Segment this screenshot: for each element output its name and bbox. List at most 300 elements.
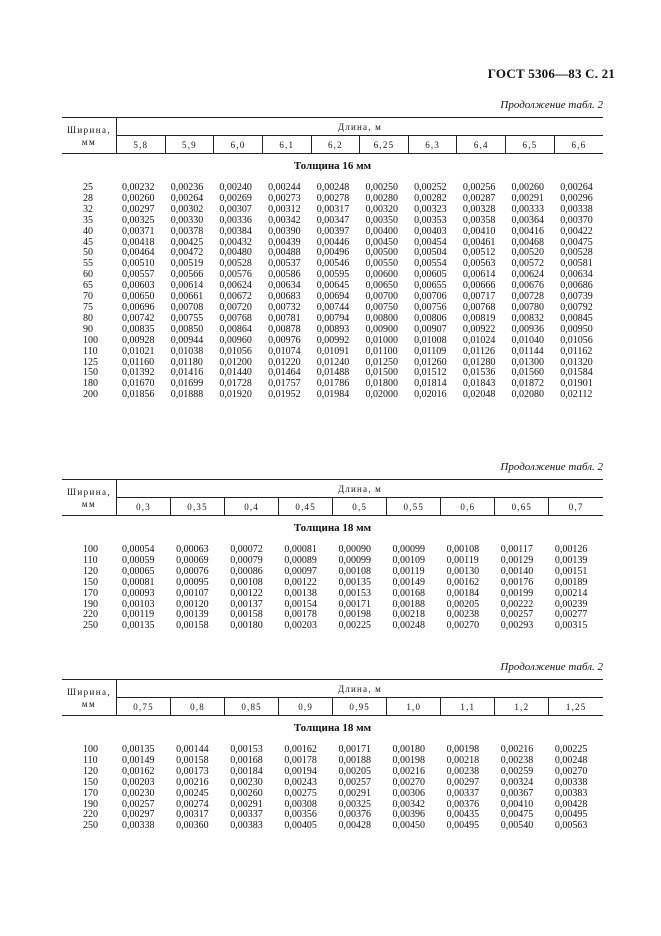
- width-cell: 110: [83, 554, 98, 566]
- value-cell: 0,00173: [176, 765, 209, 777]
- length-value-header: 0,75: [117, 698, 171, 716]
- value-cell: 0,00270: [554, 765, 588, 777]
- value-cell: 0,00732: [268, 301, 301, 313]
- thickness-title: Толщина 18 мм: [293, 522, 372, 534]
- length-value-header: 6,25: [360, 136, 409, 154]
- value-cell: 0,00806: [414, 312, 447, 324]
- value-cell: 0,00586: [268, 269, 301, 281]
- value-cell: 0,00194: [284, 765, 317, 777]
- value-cell: 0,00367: [500, 787, 534, 799]
- width-cell: 150: [83, 367, 98, 379]
- value-cell: 0,01144: [511, 345, 544, 357]
- width-cell: 120: [83, 765, 98, 777]
- value-cell: 0,00325: [338, 798, 371, 810]
- value-cell: 0,00472: [170, 247, 204, 259]
- value-cell: 0,00338: [554, 776, 588, 788]
- width-cell: 100: [83, 334, 98, 346]
- width-cell: 120: [83, 565, 98, 577]
- value-cell: 0,00403: [414, 225, 447, 237]
- value-cell: 0,00119: [392, 565, 425, 577]
- value-cell: 0,00700: [365, 291, 398, 303]
- table-header: [62, 679, 603, 716]
- value-cell: 0,00528: [219, 258, 252, 270]
- value-cell: 0,00755: [170, 312, 204, 324]
- value-cell: 0,00358: [462, 214, 496, 226]
- length-value-header: 0,8: [171, 698, 225, 716]
- value-cell: 0,00624: [511, 269, 544, 281]
- value-cell: 0,02048: [462, 389, 496, 401]
- width-cell: 200: [83, 389, 98, 401]
- value-cell: 0,00218: [392, 609, 426, 621]
- width-cell: 32: [83, 203, 93, 215]
- value-cell: 0,00576: [219, 269, 252, 281]
- value-cell: 0,00287: [462, 192, 496, 204]
- value-cell: 0,01250: [365, 356, 398, 368]
- value-cell: 0,00418: [122, 236, 155, 248]
- value-cell: 0,00130: [446, 565, 480, 577]
- value-cell: 0,00171: [338, 744, 371, 755]
- value-cell: 0,00634: [560, 269, 593, 281]
- value-cell: 0,00158: [230, 609, 263, 621]
- width-column-header: [62, 118, 117, 154]
- value-cell: 0,00950: [560, 323, 593, 335]
- value-cell: 0,00257: [122, 798, 155, 810]
- value-cell: 0,01800: [365, 378, 398, 390]
- value-cell: 0,00137: [230, 598, 263, 610]
- value-cell: 0,00095: [176, 576, 209, 588]
- value-cell: 0,00496: [316, 247, 350, 259]
- value-cell: 0,01901: [560, 378, 593, 390]
- value-cell: 0,00397: [316, 225, 350, 237]
- value-cell: 0,00180: [230, 620, 263, 632]
- value-cell: 0,01056: [219, 345, 252, 357]
- length-value-header: 0,5: [333, 498, 387, 516]
- value-cell: 0,00225: [554, 744, 588, 755]
- length-value-header: 0,95: [333, 698, 387, 716]
- value-cell: 0,00162: [446, 576, 480, 588]
- value-cell: 0,01180: [170, 356, 203, 368]
- value-cell: 0,00450: [365, 236, 398, 248]
- value-cell: 0,00907: [414, 323, 447, 335]
- value-cell: 0,01888: [170, 389, 204, 401]
- value-cell: 0,00744: [316, 301, 350, 313]
- value-cell: 0,00153: [338, 587, 371, 599]
- value-cell: 0,01162: [560, 345, 593, 357]
- value-cell: 0,02080: [511, 389, 544, 401]
- value-cell: 0,00936: [511, 323, 544, 335]
- value-cell: 0,00320: [365, 203, 398, 215]
- table-row: [62, 589, 603, 600]
- value-cell: 0,01814: [414, 378, 447, 390]
- width-cell: 125: [83, 356, 98, 368]
- value-cell: 0,01074: [268, 345, 301, 357]
- value-cell: 0,00198: [392, 754, 426, 766]
- value-cell: 0,00317: [176, 809, 209, 821]
- value-cell: 0,00081: [122, 576, 155, 588]
- value-cell: 0,01984: [316, 389, 350, 401]
- value-cell: 0,00550: [365, 258, 398, 270]
- value-cell: 0,00595: [316, 269, 350, 281]
- value-cell: 0,00270: [392, 776, 426, 788]
- length-value-header: 0,7: [549, 498, 603, 516]
- value-cell: 0,00180: [392, 744, 426, 755]
- value-cell: 0,00475: [560, 236, 593, 248]
- value-cell: 0,00308: [284, 798, 317, 810]
- value-cell: 0,00338: [560, 203, 593, 215]
- value-cell: 0,00360: [176, 820, 209, 832]
- length-value-header: 5,9: [165, 136, 214, 154]
- value-cell: 0,00296: [560, 192, 593, 204]
- value-cell: 0,00063: [176, 544, 209, 555]
- value-cell: 0,00218: [446, 754, 480, 766]
- value-cell: 0,00428: [338, 820, 371, 832]
- value-cell: 0,02112: [560, 389, 593, 401]
- length-value-header: 6,5: [506, 136, 555, 154]
- value-cell: 0,00600: [365, 269, 398, 281]
- value-cell: 0,00135: [338, 576, 371, 588]
- value-cell: 0,00270: [446, 620, 480, 632]
- value-cell: 0,00238: [500, 754, 534, 766]
- value-cell: 0,00371: [122, 225, 155, 237]
- value-cell: 0,00248: [392, 620, 426, 632]
- length-value-header: 0,4: [225, 498, 279, 516]
- value-cell: 0,00792: [560, 301, 593, 313]
- value-cell: 0,01843: [462, 378, 496, 390]
- value-cell: 0,00236: [170, 182, 204, 193]
- value-cell: 0,01584: [560, 367, 593, 379]
- value-cell: 0,00634: [268, 280, 301, 292]
- value-cell: 0,00126: [554, 544, 588, 555]
- value-cell: 0,00333: [511, 203, 544, 215]
- value-cell: 0,00330: [170, 214, 204, 226]
- value-cell: 0,00081: [284, 544, 317, 555]
- value-cell: 0,00432: [219, 236, 252, 248]
- value-cell: 0,00144: [176, 744, 209, 755]
- value-cell: 0,00768: [219, 312, 252, 324]
- value-cell: 0,00259: [500, 765, 534, 777]
- width-cell: 28: [83, 192, 93, 204]
- length-value-header: 1,2: [495, 698, 549, 716]
- table-row: [62, 778, 603, 789]
- value-cell: 0,01500: [365, 367, 398, 379]
- value-cell: 0,00291: [338, 787, 371, 799]
- value-cell: 0,00324: [500, 776, 534, 788]
- value-cell: 0,00188: [392, 598, 426, 610]
- length-value-header: 0,35: [171, 498, 225, 516]
- value-cell: 0,00225: [338, 620, 371, 632]
- value-cell: 0,00069: [176, 554, 209, 566]
- value-cell: 0,00495: [446, 820, 480, 832]
- value-cell: 0,00248: [554, 754, 588, 766]
- value-cell: 0,01280: [462, 356, 496, 368]
- value-cell: 0,00992: [316, 334, 350, 346]
- value-cell: 0,01200: [219, 356, 252, 368]
- length-value-header: 1,0: [387, 698, 441, 716]
- width-cell: 250: [83, 820, 98, 832]
- table-header: [62, 117, 603, 154]
- width-cell: 110: [83, 754, 98, 766]
- value-cell: 0,00119: [122, 609, 155, 621]
- value-cell: 0,00405: [284, 820, 317, 832]
- value-cell: 0,00520: [511, 247, 544, 259]
- value-cell: 0,01786: [316, 378, 350, 390]
- value-cell: 0,00720: [219, 301, 252, 313]
- width-cell: 40: [83, 225, 93, 237]
- length-value-header: 1,25: [549, 698, 603, 716]
- value-cell: 0,00275: [284, 787, 317, 799]
- value-cell: 0,01440: [219, 367, 252, 379]
- value-cell: 0,02000: [365, 389, 398, 401]
- value-cell: 0,00500: [365, 247, 398, 259]
- width-cell: 50: [83, 247, 93, 259]
- value-cell: 0,00450: [392, 820, 426, 832]
- table-row: [62, 227, 603, 238]
- value-cell: 0,00390: [268, 225, 301, 237]
- width-header-label: Ширина,: [66, 124, 112, 135]
- value-cell: 0,00154: [284, 598, 317, 610]
- length-header: Длина, м: [117, 680, 604, 698]
- value-cell: 0,00439: [268, 236, 301, 248]
- length-value-header: 0,3: [117, 498, 171, 516]
- value-cell: 0,00655: [414, 280, 447, 292]
- value-cell: 0,01038: [170, 345, 204, 357]
- value-cell: 0,01560: [511, 367, 544, 379]
- value-cell: 0,00072: [230, 544, 263, 555]
- value-cell: 0,01240: [316, 356, 350, 368]
- value-cell: 0,00557: [122, 269, 155, 281]
- continuation-label-3: Продолжение табл. 2: [500, 661, 603, 673]
- value-cell: 0,00350: [365, 214, 398, 226]
- value-cell: 0,00198: [338, 609, 371, 621]
- value-cell: 0,00122: [230, 587, 263, 599]
- value-cell: 0,00140: [500, 565, 534, 577]
- width-column-header: [62, 480, 117, 516]
- width-cell: 75: [83, 301, 93, 313]
- value-cell: 0,00238: [446, 609, 480, 621]
- value-cell: 0,00239: [554, 598, 588, 610]
- value-cell: 0,00416: [511, 225, 544, 237]
- value-cell: 0,00162: [284, 744, 317, 755]
- value-cell: 0,00297: [446, 776, 480, 788]
- value-cell: 0,00158: [176, 754, 209, 766]
- thickness-title: Толщина 16 мм: [293, 160, 372, 172]
- value-cell: 0,00835: [122, 323, 155, 335]
- value-cell: 0,01920: [219, 389, 252, 401]
- value-cell: 0,00780: [511, 301, 544, 313]
- value-cell: 0,00260: [511, 182, 544, 193]
- value-cell: 0,00446: [316, 236, 350, 248]
- value-cell: 0,00274: [176, 798, 209, 810]
- value-cell: 0,00864: [219, 323, 252, 335]
- value-cell: 0,00356: [284, 809, 317, 821]
- value-cell: 0,01008: [414, 334, 447, 346]
- value-cell: 0,00054: [122, 544, 155, 555]
- value-cell: 0,00149: [122, 754, 155, 766]
- value-cell: 0,01872: [511, 378, 544, 390]
- value-cell: 0,00683: [268, 291, 301, 303]
- value-cell: 0,00717: [462, 291, 496, 303]
- value-cell: 0,00614: [170, 280, 204, 292]
- table-1: [62, 117, 603, 401]
- value-cell: 0,00065: [122, 565, 155, 577]
- value-cell: 0,00850: [170, 323, 204, 335]
- width-cell: 60: [83, 269, 93, 281]
- length-header: Длина, м: [117, 118, 604, 136]
- length-value-header: 1,1: [441, 698, 495, 716]
- value-cell: 0,00257: [338, 776, 371, 788]
- length-value-header: 6,2: [311, 136, 360, 154]
- value-cell: 0,00278: [316, 192, 350, 204]
- width-header-unit: мм: [81, 498, 97, 509]
- value-cell: 0,01260: [414, 356, 447, 368]
- value-cell: 0,00624: [219, 280, 252, 292]
- value-cell: 0,01670: [122, 378, 155, 390]
- value-cell: 0,00138: [284, 587, 317, 599]
- value-cell: 0,00178: [284, 754, 317, 766]
- width-cell: 90: [83, 323, 93, 335]
- value-cell: 0,01392: [122, 367, 155, 379]
- value-cell: 0,00475: [500, 809, 534, 821]
- value-cell: 0,00976: [268, 334, 301, 346]
- value-cell: 0,00277: [554, 609, 588, 621]
- width-cell: 190: [83, 798, 98, 810]
- value-cell: 0,00139: [176, 609, 209, 621]
- value-cell: 0,00845: [560, 312, 593, 324]
- width-cell: 70: [83, 291, 93, 303]
- length-value-header: 0,6: [441, 498, 495, 516]
- value-cell: 0,00878: [268, 323, 301, 335]
- value-cell: 0,01536: [462, 367, 496, 379]
- thickness-title: Толщина 18 мм: [293, 722, 372, 734]
- value-cell: 0,00176: [500, 576, 534, 588]
- value-cell: 0,00135: [122, 620, 155, 632]
- table-row: [62, 578, 603, 589]
- width-cell: 25: [83, 182, 93, 193]
- value-cell: 0,00205: [338, 765, 371, 777]
- value-cell: 0,00694: [316, 291, 350, 303]
- value-cell: 0,00928: [122, 334, 155, 346]
- value-cell: 0,00794: [316, 312, 350, 324]
- value-cell: 0,00383: [554, 787, 588, 799]
- value-cell: 0,00293: [500, 620, 534, 632]
- value-cell: 0,00347: [316, 214, 350, 226]
- value-cell: 0,00537: [268, 258, 301, 270]
- table-3: [62, 679, 603, 832]
- value-cell: 0,00107: [176, 587, 209, 599]
- value-cell: 0,00422: [560, 225, 593, 237]
- value-cell: 0,01320: [560, 356, 593, 368]
- value-cell: 0,00428: [554, 798, 588, 810]
- value-cell: 0,00264: [560, 182, 593, 193]
- length-value-header: 6,4: [457, 136, 506, 154]
- table-row: [62, 621, 603, 632]
- value-cell: 0,00245: [176, 787, 209, 799]
- width-cell: 45: [83, 236, 93, 248]
- value-cell: 0,00781: [268, 312, 301, 324]
- value-cell: 0,00768: [462, 301, 496, 313]
- value-cell: 0,00291: [230, 798, 263, 810]
- value-cell: 0,00108: [446, 544, 480, 555]
- value-cell: 0,00672: [219, 291, 252, 303]
- value-cell: 0,00108: [230, 576, 263, 588]
- page-header: ГОСТ 5306—83 С. 21: [487, 66, 615, 81]
- value-cell: 0,00353: [414, 214, 447, 226]
- value-cell: 0,00338: [122, 820, 155, 832]
- table-row: [62, 216, 603, 227]
- value-cell: 0,00410: [500, 798, 534, 810]
- value-cell: 0,00800: [365, 312, 398, 324]
- value-cell: 0,00468: [511, 236, 544, 248]
- value-cell: 0,01056: [560, 334, 593, 346]
- value-cell: 0,00260: [230, 787, 263, 799]
- value-cell: 0,00370: [560, 214, 593, 226]
- value-cell: 0,00312: [268, 203, 301, 215]
- value-cell: 0,00099: [338, 554, 371, 566]
- value-cell: 0,00216: [500, 744, 534, 755]
- continuation-label-1: Продолжение табл. 2: [500, 99, 603, 111]
- value-cell: 0,00149: [392, 576, 426, 588]
- value-cell: 0,00291: [511, 192, 544, 204]
- value-cell: 0,01757: [268, 378, 301, 390]
- value-cell: 0,00315: [554, 620, 588, 632]
- length-value-header: 6,3: [408, 136, 457, 154]
- value-cell: 0,00168: [392, 587, 426, 599]
- value-cell: 0,00273: [268, 192, 301, 204]
- value-cell: 0,00504: [414, 247, 447, 259]
- value-cell: 0,00563: [554, 820, 588, 832]
- value-cell: 0,00171: [338, 598, 371, 610]
- value-cell: 0,00264: [170, 192, 204, 204]
- value-cell: 0,00139: [554, 554, 588, 566]
- value-cell: 0,00302: [170, 203, 204, 215]
- value-cell: 0,00739: [560, 291, 593, 303]
- value-cell: 0,01300: [511, 356, 544, 368]
- table-row: [62, 347, 603, 358]
- value-cell: 0,01464: [268, 367, 301, 379]
- value-cell: 0,00248: [316, 182, 350, 193]
- width-header-unit: мм: [81, 136, 97, 147]
- value-cell: 0,00203: [284, 620, 317, 632]
- value-cell: 0,00216: [392, 765, 426, 777]
- value-cell: 0,00122: [284, 576, 317, 588]
- value-cell: 0,00645: [316, 280, 350, 292]
- value-cell: 0,00922: [462, 323, 496, 335]
- width-cell: 250: [83, 620, 98, 632]
- width-cell: 100: [83, 544, 98, 555]
- value-cell: 0,00495: [554, 809, 588, 821]
- value-cell: 0,00151: [554, 565, 588, 577]
- length-value-header: 0,45: [279, 498, 333, 516]
- value-cell: 0,00581: [560, 258, 593, 270]
- value-cell: 0,01000: [365, 334, 398, 346]
- value-cell: 0,00090: [338, 544, 371, 555]
- value-cell: 0,00742: [122, 312, 155, 324]
- table-row: [62, 336, 603, 347]
- value-cell: 0,00563: [462, 258, 496, 270]
- value-cell: 0,00135: [122, 744, 155, 755]
- value-cell: 0,01100: [365, 345, 398, 357]
- value-cell: 0,00676: [511, 280, 544, 292]
- value-cell: 0,01699: [170, 378, 204, 390]
- value-cell: 0,00086: [230, 565, 263, 577]
- length-value-header: 6,6: [554, 136, 603, 154]
- value-cell: 0,00650: [122, 291, 155, 303]
- value-cell: 0,00250: [365, 182, 398, 193]
- value-cell: 0,00650: [365, 280, 398, 292]
- value-cell: 0,00328: [462, 203, 496, 215]
- value-cell: 0,00605: [414, 269, 447, 281]
- width-cell: 35: [83, 214, 93, 226]
